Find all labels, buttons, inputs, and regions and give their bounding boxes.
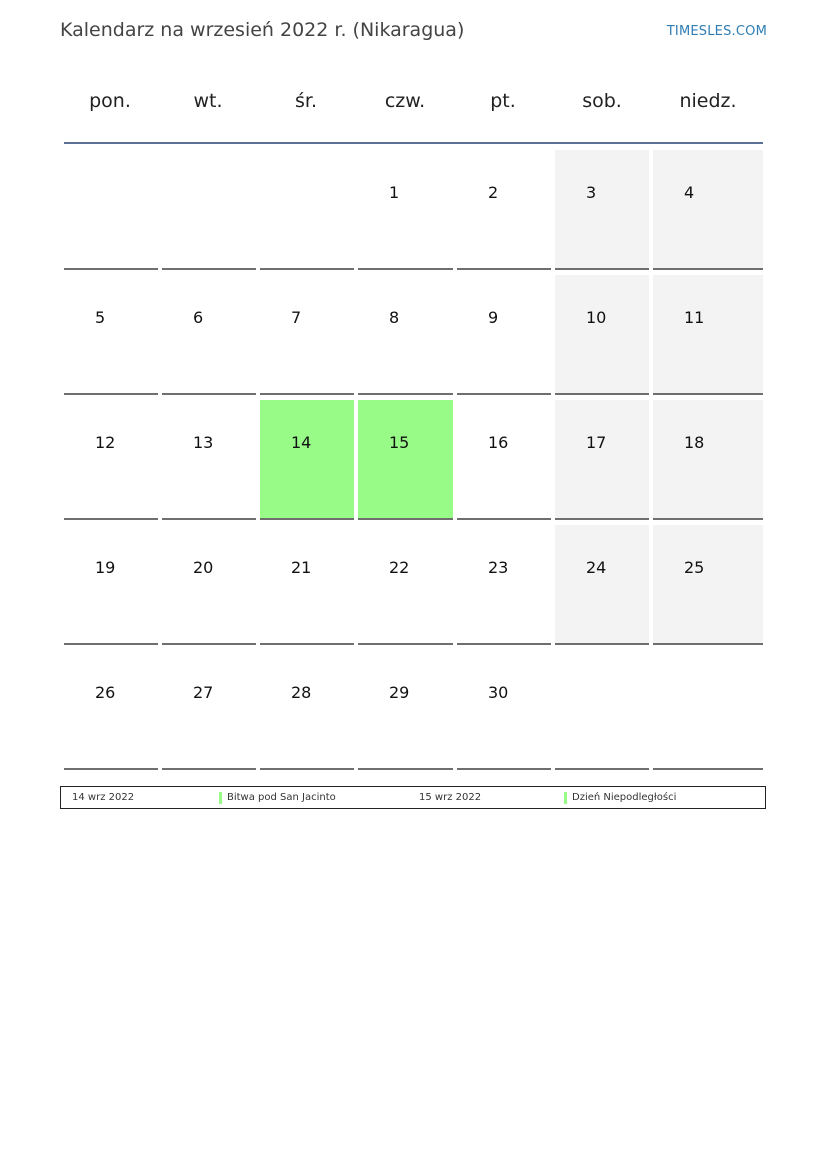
- holiday-legend: [60, 786, 766, 809]
- day-cell[interactable]: [162, 650, 256, 770]
- day-cell[interactable]: [64, 275, 158, 395]
- weekday-header-row: [64, 90, 763, 120]
- day-number: 17: [586, 433, 607, 452]
- legend-date: 15 wrz 2022: [419, 792, 482, 803]
- day-cell[interactable]: [358, 275, 453, 395]
- weekday-label: pt.: [490, 90, 516, 112]
- day-cell[interactable]: [260, 650, 354, 770]
- day-number: 18: [684, 433, 705, 452]
- day-number: 8: [389, 308, 400, 327]
- day-cell[interactable]: [653, 150, 763, 270]
- day-number: 20: [193, 558, 214, 577]
- day-cell[interactable]: [555, 400, 649, 520]
- empty-day-cell: [260, 150, 354, 270]
- empty-day-cell: [555, 650, 649, 770]
- day-number: 14: [291, 433, 312, 452]
- day-cell[interactable]: [64, 525, 158, 645]
- day-cell[interactable]: [260, 275, 354, 395]
- weekday-label: pon.: [89, 90, 131, 112]
- day-number: 12: [95, 433, 116, 452]
- brand-link[interactable]: TIMESLES.COM: [666, 24, 767, 39]
- weekday-label: niedz.: [679, 90, 737, 112]
- day-number: 24: [586, 558, 607, 577]
- weekday-label: sob.: [582, 90, 622, 112]
- day-cell[interactable]: [457, 650, 551, 770]
- day-cell[interactable]: [64, 400, 158, 520]
- day-number: 25: [684, 558, 705, 577]
- day-number: 15: [389, 433, 410, 452]
- weekday-label: śr.: [294, 90, 317, 112]
- day-cell[interactable]: [162, 400, 256, 520]
- day-number: 28: [291, 683, 312, 702]
- legend-color-swatch: [564, 792, 567, 804]
- legend-holiday-name: Bitwa pod San Jacinto: [227, 792, 336, 803]
- weekday-label: czw.: [384, 90, 426, 112]
- day-number: 10: [586, 308, 607, 327]
- day-cell[interactable]: [555, 275, 649, 395]
- day-number: 5: [95, 308, 106, 327]
- day-number: 3: [586, 183, 597, 202]
- day-number: 26: [95, 683, 116, 702]
- day-cell[interactable]: [162, 275, 256, 395]
- legend-holiday-name: Dzień Niepodległości: [572, 792, 677, 803]
- day-number: 21: [291, 558, 312, 577]
- weekday-label: wt.: [193, 90, 223, 112]
- legend-color-swatch: [219, 792, 222, 804]
- day-cell[interactable]: [358, 650, 453, 770]
- day-cell[interactable]: [457, 150, 551, 270]
- header-divider: [64, 142, 763, 144]
- day-cell[interactable]: [653, 275, 763, 395]
- day-number: 11: [684, 308, 705, 327]
- day-number: 1: [389, 183, 400, 202]
- empty-day-cell: [162, 150, 256, 270]
- day-cell[interactable]: [260, 400, 354, 520]
- day-cell[interactable]: [555, 525, 649, 645]
- day-number: 4: [684, 183, 695, 202]
- day-cell[interactable]: [358, 400, 453, 520]
- day-number: 7: [291, 308, 302, 327]
- day-cell[interactable]: [260, 525, 354, 645]
- day-cell[interactable]: [457, 400, 551, 520]
- day-cell[interactable]: [358, 150, 453, 270]
- day-number: 19: [95, 558, 116, 577]
- day-cell[interactable]: [457, 275, 551, 395]
- day-number: 16: [488, 433, 509, 452]
- page-title: Kalendarz na wrzesień 2022 r. (Nikaragua): [60, 19, 465, 41]
- day-number: 30: [488, 683, 509, 702]
- day-cell[interactable]: [358, 525, 453, 645]
- legend-date: 14 wrz 2022: [72, 792, 135, 803]
- day-cell[interactable]: [64, 650, 158, 770]
- day-cell[interactable]: [653, 400, 763, 520]
- day-number: 22: [389, 558, 410, 577]
- empty-day-cell: [64, 150, 158, 270]
- day-number: 6: [193, 308, 204, 327]
- day-number: 9: [488, 308, 499, 327]
- day-number: 2: [488, 183, 499, 202]
- day-number: 29: [389, 683, 410, 702]
- day-number: 27: [193, 683, 214, 702]
- day-cell[interactable]: [653, 525, 763, 645]
- day-cell[interactable]: [162, 525, 256, 645]
- day-number: 23: [488, 558, 509, 577]
- day-number: 13: [193, 433, 214, 452]
- day-cell[interactable]: [457, 525, 551, 645]
- empty-day-cell: [653, 650, 763, 770]
- day-cell[interactable]: [555, 150, 649, 270]
